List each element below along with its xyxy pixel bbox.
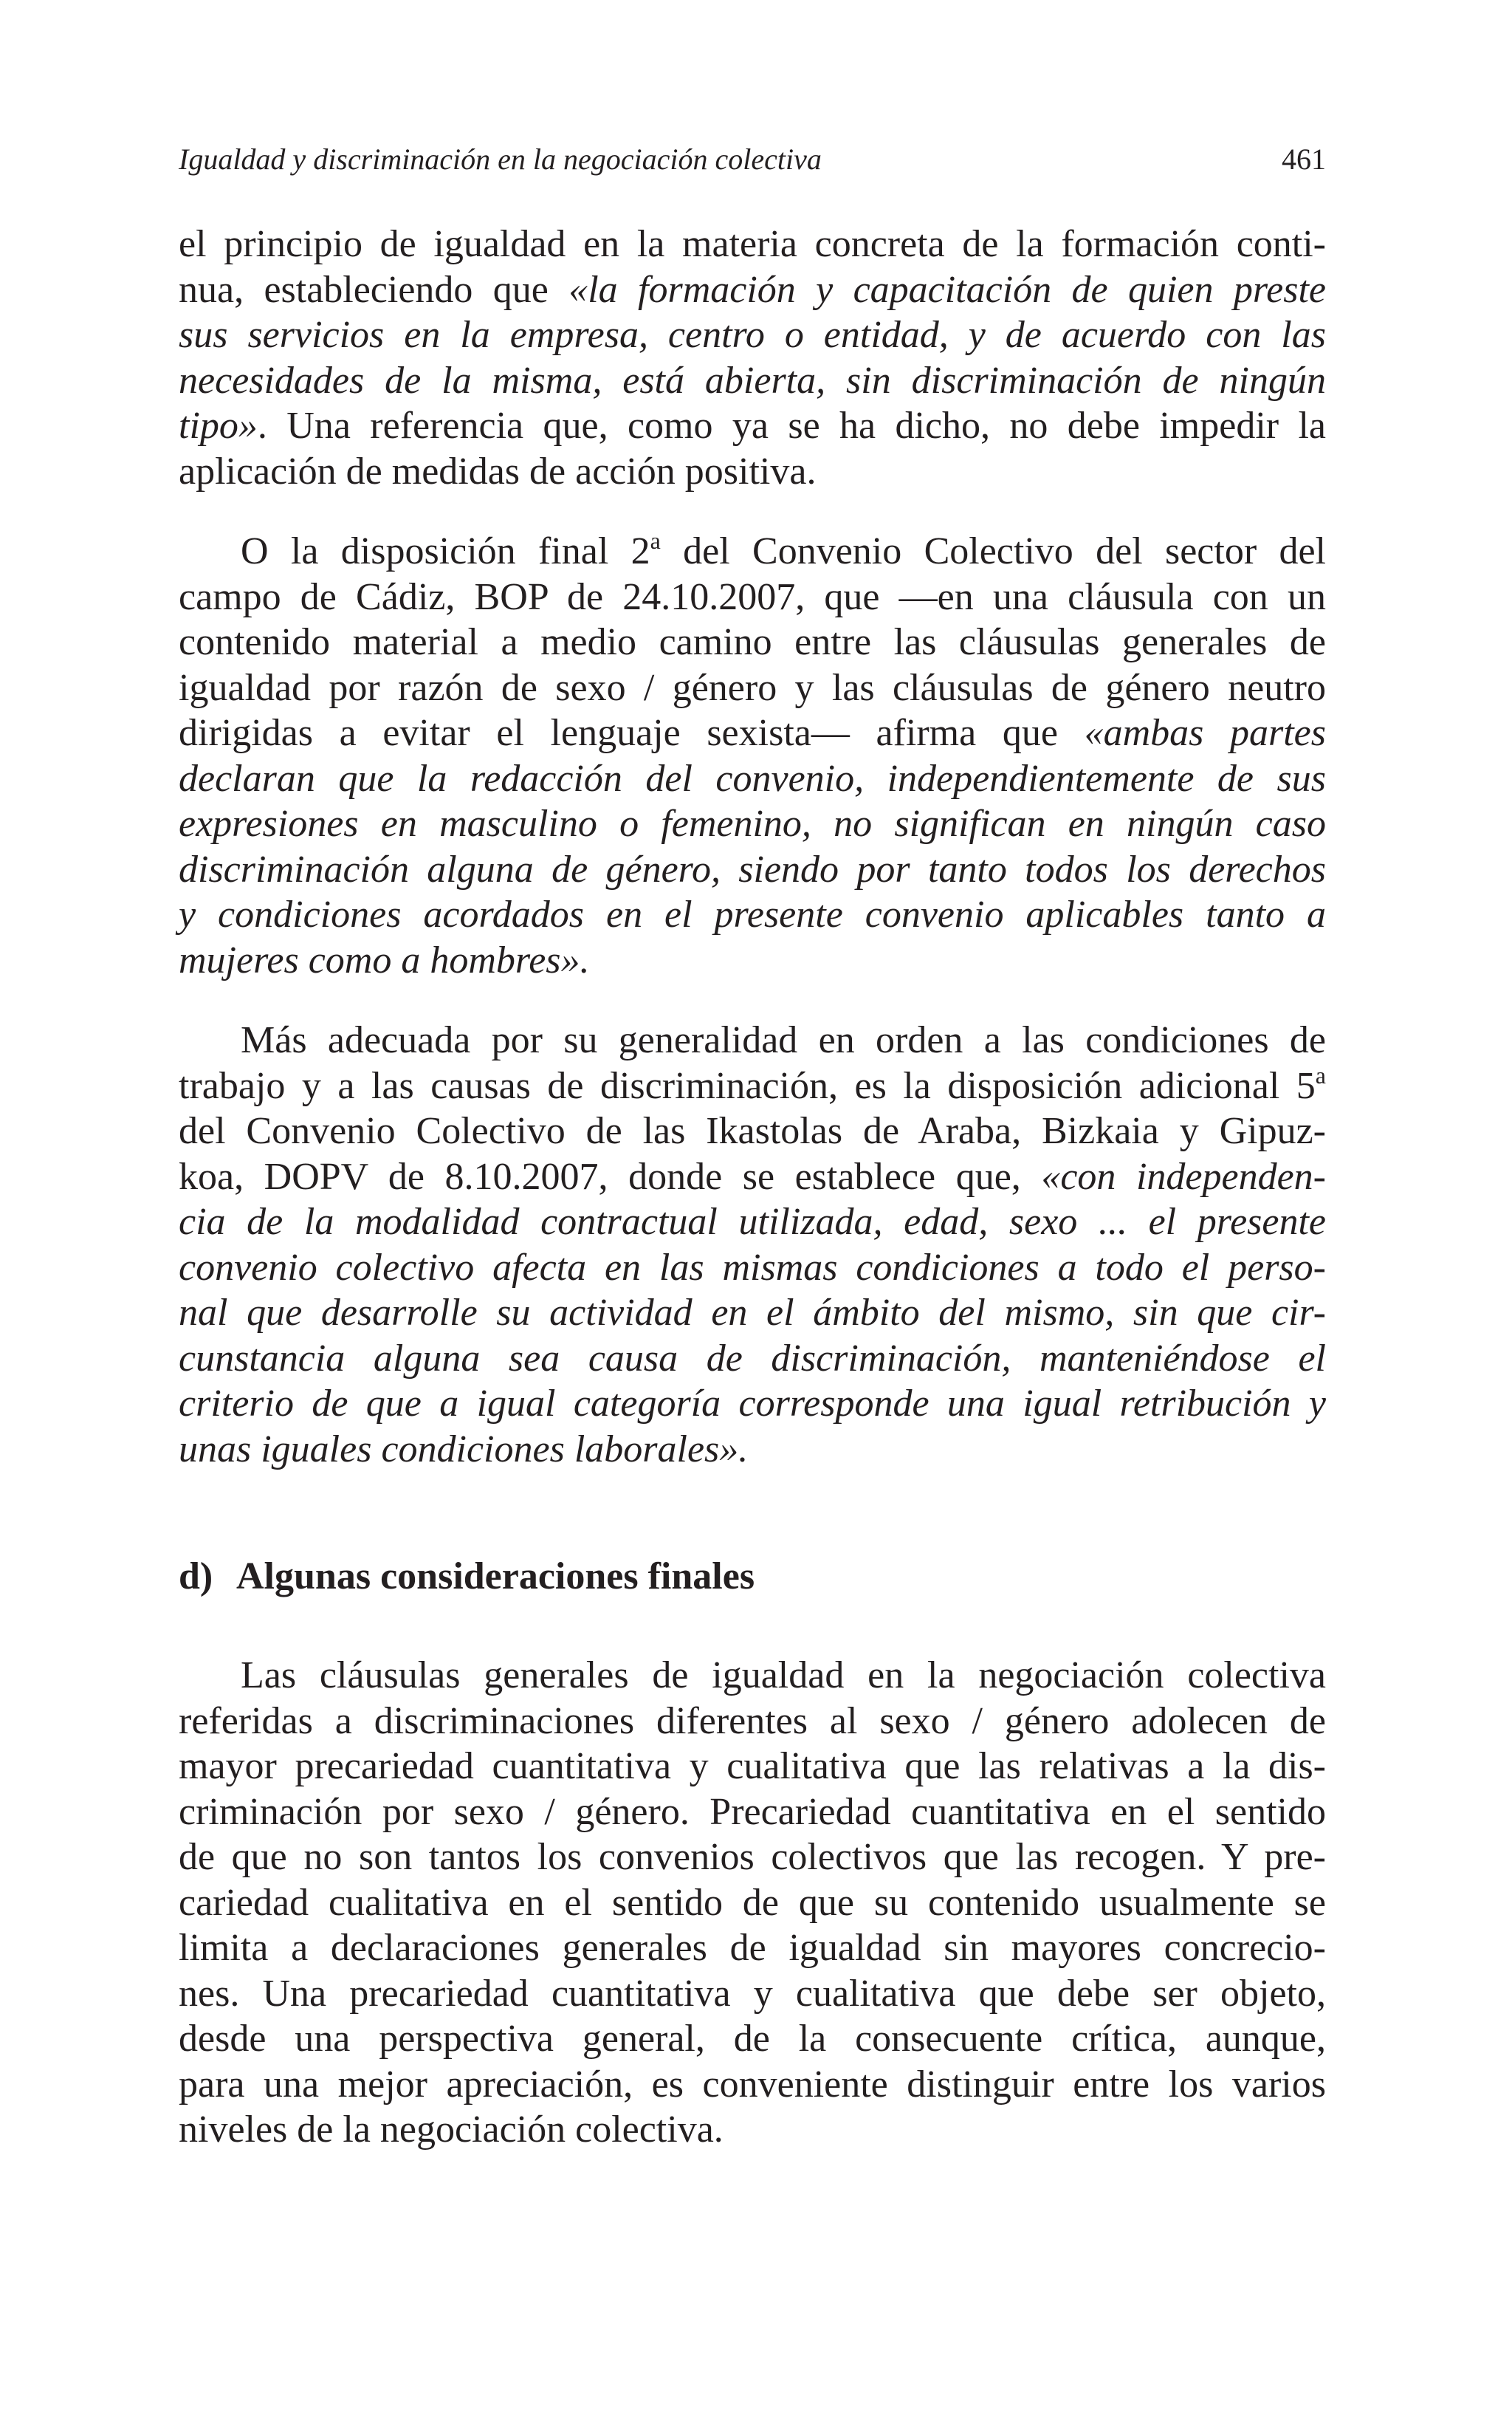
- running-header: [179, 137, 1326, 182]
- ordinal-superscript: a: [1315, 1061, 1326, 1089]
- text-segment: nua, estableciendo que: [179, 268, 569, 311]
- section-heading-title: Algunas consideraciones finales: [236, 1555, 755, 1597]
- text-segment: para una mejor apreciación, es conveniente distinguir entre los varios: [179, 2063, 1326, 2106]
- quoted-text: cia de la modalidad contractual utilizada, edad, sexo ... el presente: [179, 1201, 1326, 1243]
- paragraph-1: [179, 222, 1326, 494]
- text-line: [179, 1154, 1326, 1200]
- text-segment: criminación por sexo / género. Precariedad cuantitativa en el sentido: [179, 1790, 1326, 1833]
- text-line: [179, 2107, 1326, 2153]
- quoted-text: «ambas partes: [1084, 712, 1326, 754]
- text-line: [179, 2062, 1326, 2108]
- quoted-text: expresiones en masculino o femenino, no significan en ningún caso: [179, 803, 1326, 845]
- text-line: [179, 801, 1326, 847]
- text-line: [179, 938, 1326, 984]
- text-line: [179, 1699, 1326, 1744]
- text-segment: nes. Una precariedad cuantitativa y cualitativa que debe ser objeto,: [179, 1972, 1326, 2015]
- text-line: [179, 892, 1326, 938]
- section-heading-letter: d): [179, 1555, 213, 1597]
- quoted-text: y condiciones acordados en el presente convenio aplicables tanto a: [179, 894, 1326, 936]
- text-segment: contenido material a medio camino entre las cláusulas generales de: [179, 621, 1326, 663]
- body-text: [179, 222, 1326, 1507]
- text-segment: campo de Cádiz, BOP de 24.10.2007, que —en una cláusula con un: [179, 575, 1326, 618]
- text-line: [179, 710, 1326, 756]
- quoted-text: tipo»: [179, 405, 258, 447]
- text-segment: . Una referencia que, como ya se ha dicho, no debe impedir la: [257, 405, 1326, 447]
- text-line: [179, 312, 1326, 358]
- text-line: [179, 1381, 1326, 1427]
- text-line: [179, 403, 1326, 449]
- text-line: [179, 1744, 1326, 1789]
- text-line: [179, 358, 1326, 404]
- paragraph-final: [179, 1653, 1326, 2153]
- text-line: [179, 1290, 1326, 1336]
- text-segment: limita a declaraciones generales de igualdad sin mayores concrecio-: [179, 1927, 1326, 1969]
- text-line: [179, 1789, 1326, 1835]
- text-segment: el principio de igualdad en la materia concreta de la formación conti-: [179, 223, 1326, 265]
- text-line: [179, 1971, 1326, 2017]
- text-segment: del Convenio Colectivo de las Ikastolas de Araba, Bizkaia y Gipuz-: [179, 1110, 1326, 1152]
- quoted-text: «con independen-: [1041, 1155, 1326, 1198]
- quoted-text: unas iguales condiciones laborales».: [179, 1428, 749, 1470]
- text-line: [179, 1063, 1326, 1109]
- quoted-text: declaran que la redacción del convenio, independientemente de sus: [179, 757, 1326, 800]
- text-line: [179, 1018, 1326, 1063]
- quoted-text: nal que desarrolle su actividad en el ámbito del mismo, sin que cir-: [179, 1292, 1326, 1334]
- text-line: [179, 1925, 1326, 1971]
- text-line: [179, 1199, 1326, 1245]
- text-line: [179, 1109, 1326, 1154]
- text-line: [179, 1834, 1326, 1880]
- paragraph-3: [179, 1018, 1326, 1472]
- text-segment: referidas a discriminaciones diferentes al sexo / género adolecen de: [179, 1699, 1326, 1742]
- text-segment: mayor precariedad cuantitativa y cualitativa que las relativas a la dis-: [179, 1745, 1326, 1787]
- text-line: [179, 1336, 1326, 1382]
- text-segment: cariedad cualitativa en el sentido de que su contenido usualmente se: [179, 1881, 1326, 1924]
- text-line: [179, 2016, 1326, 2062]
- paragraph-2: [179, 529, 1326, 983]
- text-line: [179, 1653, 1326, 1699]
- quoted-text: sus servicios en la empresa, centro o entidad, y de acuerdo con las: [179, 314, 1326, 356]
- quoted-text: discriminación alguna de género, siendo por tanto todos los derechos: [179, 848, 1326, 891]
- quoted-text: necesidades de la misma, está abierta, sin discriminación de ningún: [179, 359, 1326, 402]
- quoted-text: criterio de que a igual categoría corresponde una igual retribución y: [179, 1383, 1326, 1425]
- text-line: [179, 665, 1326, 711]
- text-line: [179, 529, 1326, 575]
- text-segment: del Convenio Colectivo del sector del: [660, 530, 1327, 572]
- text-line: [179, 222, 1326, 267]
- quoted-text: «la formación y capacitación de quien preste: [568, 268, 1326, 311]
- quoted-text: cunstancia alguna sea causa de discriminación, manteniéndose el: [179, 1337, 1326, 1380]
- text-segment: de que no son tantos los convenios colectivos que las recogen. Y pre-: [179, 1836, 1326, 1878]
- text-segment: desde una perspectiva general, de la consecuente crítica, aunque,: [179, 2018, 1326, 2060]
- text-line: [179, 267, 1326, 313]
- text-line: [179, 1427, 1326, 1473]
- text-line: [179, 756, 1326, 802]
- text-segment: aplicación de medidas de acción positiva.: [179, 450, 817, 493]
- text-segment: niveles de la negociación colectiva.: [179, 2108, 724, 2151]
- text-segment: koa, DOPV de 8.10.2007, donde se establece que,: [179, 1155, 1042, 1198]
- text-segment: Las cláusulas generales de igualdad en la negociación colectiva: [241, 1654, 1326, 1696]
- text-line: [179, 1880, 1326, 1926]
- quoted-text: convenio colectivo afecta en las mismas condiciones a todo el perso-: [179, 1246, 1326, 1289]
- text-line: [179, 847, 1326, 893]
- text-segment: trabajo y a las causas de discriminación, es la disposición adicional 5: [179, 1064, 1316, 1107]
- page-number: 461: [1282, 143, 1326, 176]
- text-line: [179, 620, 1326, 665]
- running-title: Igualdad y discriminación en la negociación colectiva: [179, 143, 822, 176]
- section-heading: [179, 1554, 755, 1600]
- text-segment: igualdad por razón de sexo / género y las cláusulas de género neutro: [179, 666, 1326, 709]
- text-line: [179, 1245, 1326, 1291]
- ordinal-superscript: a: [650, 527, 661, 554]
- text-segment: Más adecuada por su generalidad en orden a las condiciones de: [241, 1019, 1326, 1061]
- quoted-text: mujeres como a hombres».: [179, 939, 590, 981]
- text-segment: O la disposición final 2: [241, 530, 650, 572]
- text-segment: dirigidas a evitar el lenguaje sexista— afirma que: [179, 712, 1085, 754]
- text-line: [179, 575, 1326, 620]
- text-line: [179, 449, 1326, 495]
